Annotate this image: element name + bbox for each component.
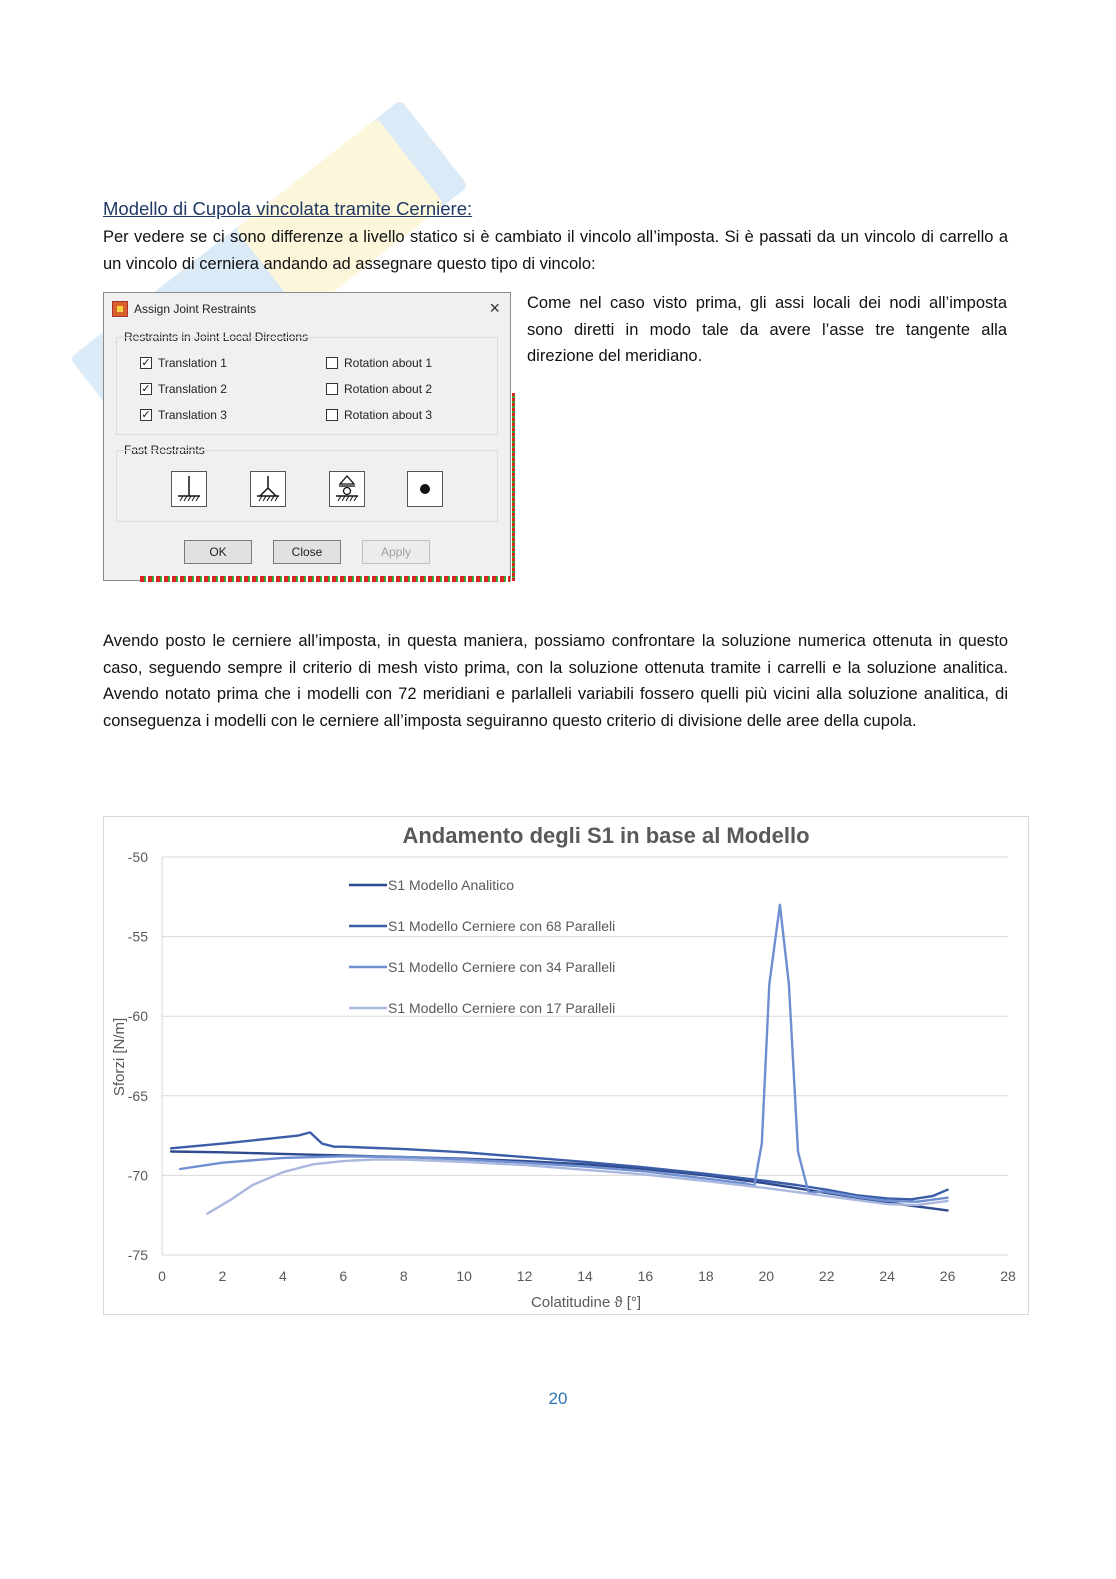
pinned-support-button[interactable]: [250, 471, 286, 507]
rotation-2-checkbox[interactable]: [326, 382, 432, 396]
series-line: [207, 1160, 947, 1214]
page-number: 20: [548, 1389, 568, 1408]
checkbox-label: Translation 3: [158, 408, 227, 422]
free-joint-icon: [408, 472, 442, 506]
restraints-group-label: Restraints in Joint Local Directions: [124, 330, 309, 344]
x-tick-label: 26: [939, 1268, 956, 1284]
y-tick-label: -75: [127, 1247, 148, 1263]
fixed-support-button[interactable]: [171, 471, 207, 507]
y-tick-label: -50: [127, 849, 148, 865]
series-line: [180, 905, 948, 1202]
assign-joint-restraints-dialog: [103, 292, 511, 581]
checkbox-box: ✓: [141, 357, 151, 369]
apply-button[interactable]: Apply: [362, 540, 430, 564]
comparison-paragraph: Avendo posto le cerniere all’imposta, in questa maniera, possiamo confrontare la soluzione numerica ottenuta in questo caso, seguendo sempre il criterio di mesh visto prima, con la soluzione ottenuta tramite i carrelli e la soluzione analitica. Avendo notato prima che i modelli con 72 meridiani e parlalleli variabili fossero quelli più vicini alla soluzione analitica, di conseguenza i modelli con le cerniere all’imposta seguiranno questo criterio di divisione delle aree della cupola.: [103, 632, 1008, 730]
close-icon[interactable]: ×: [489, 298, 500, 318]
x-tick-label: 20: [758, 1268, 775, 1284]
legend-label: S1 Modello Cerniere con 17 Paralleli: [388, 1000, 616, 1016]
x-tick-label: 4: [278, 1268, 287, 1284]
roller-support-icon: [330, 472, 364, 506]
translation-1-checkbox[interactable]: [140, 356, 227, 370]
roller-support-button[interactable]: [329, 471, 365, 507]
translation-2-checkbox[interactable]: [140, 382, 227, 396]
y-tick-label: -55: [127, 928, 148, 945]
checkbox-label: Translation 1: [158, 356, 227, 370]
x-tick-label: 14: [577, 1268, 593, 1284]
x-tick-label: 22: [818, 1268, 835, 1284]
checkbox-label: Rotation about 2: [344, 382, 433, 396]
dialog-title: Assign Joint Restraints: [134, 302, 257, 316]
fixed-support-icon: [172, 472, 206, 506]
app-icon: [112, 301, 128, 317]
viewport-edge: [512, 393, 515, 581]
checkbox-box: [326, 357, 338, 369]
rotation-1-checkbox[interactable]: [326, 356, 432, 370]
chart-frame: [103, 816, 1029, 1315]
checkbox-box: [326, 409, 338, 421]
x-tick-label: 24: [879, 1268, 895, 1284]
legend-label: S1 Modello Cerniere con 34 Paralleli: [388, 959, 616, 975]
intro-paragraph: Per vedere se ci sono differenze a livello statico si è cambiato il vincolo all’imposta. Si è passati da un vincolo di carrello a un vincolo di cerniera andando ad assegnare questo tipo di vincolo:: [103, 228, 1008, 273]
fast-restraints-label: Fast Restraints: [124, 443, 205, 457]
x-tick-label: 12: [516, 1268, 533, 1284]
section-heading: Modello di Cupola vincolata tramite Cerniere:: [103, 198, 473, 219]
y-axis-label: Sforzi [N/m]: [111, 1017, 128, 1097]
ok-button[interactable]: OK: [184, 540, 252, 564]
y-tick-label: -65: [127, 1087, 148, 1104]
x-tick-label: 0: [158, 1268, 166, 1284]
rotation-3-checkbox[interactable]: [326, 408, 432, 422]
checkbox-box: [326, 383, 338, 395]
checkbox-label: Rotation about 3: [344, 408, 433, 422]
legend-label: S1 Modello Cerniere con 68 Paralleli: [388, 918, 616, 934]
x-tick-label: 18: [698, 1268, 714, 1284]
free-joint-button[interactable]: [407, 471, 443, 507]
x-tick-label: 8: [399, 1268, 408, 1284]
translation-3-checkbox[interactable]: [140, 408, 227, 422]
legend-label: S1 Modello Analitico: [388, 877, 515, 893]
dialog-titlebar: [112, 299, 256, 319]
x-tick-label: 16: [637, 1268, 654, 1284]
pinned-support-icon: [251, 472, 285, 506]
x-tick-label: 10: [456, 1268, 472, 1284]
side-paragraph: Come nel caso visto prima, gli assi locali dei nodi all’imposta sono diretti in modo tale da avere l’asse tre tangente alla direzione del meridiano.: [527, 294, 1007, 365]
checkbox-label: Rotation about 1: [344, 356, 433, 370]
y-tick-label: -70: [127, 1167, 148, 1184]
x-tick-label: 28: [1000, 1268, 1016, 1284]
y-tick-label: -60: [127, 1008, 148, 1025]
checkbox-box: ✓: [141, 409, 151, 421]
close-button[interactable]: Close: [273, 540, 341, 564]
line-chart: [104, 817, 1028, 1314]
viewport-edge-bottom: [140, 576, 510, 582]
chart-title: Andamento degli S1 in base al Modello: [402, 823, 810, 848]
x-tick-label: 2: [218, 1268, 227, 1284]
x-tick-label: 6: [339, 1268, 348, 1284]
checkbox-label: Translation 2: [158, 382, 227, 396]
checkbox-box: ✓: [141, 383, 151, 395]
x-axis-label: Colatitudine ϑ [°]: [530, 1294, 642, 1311]
